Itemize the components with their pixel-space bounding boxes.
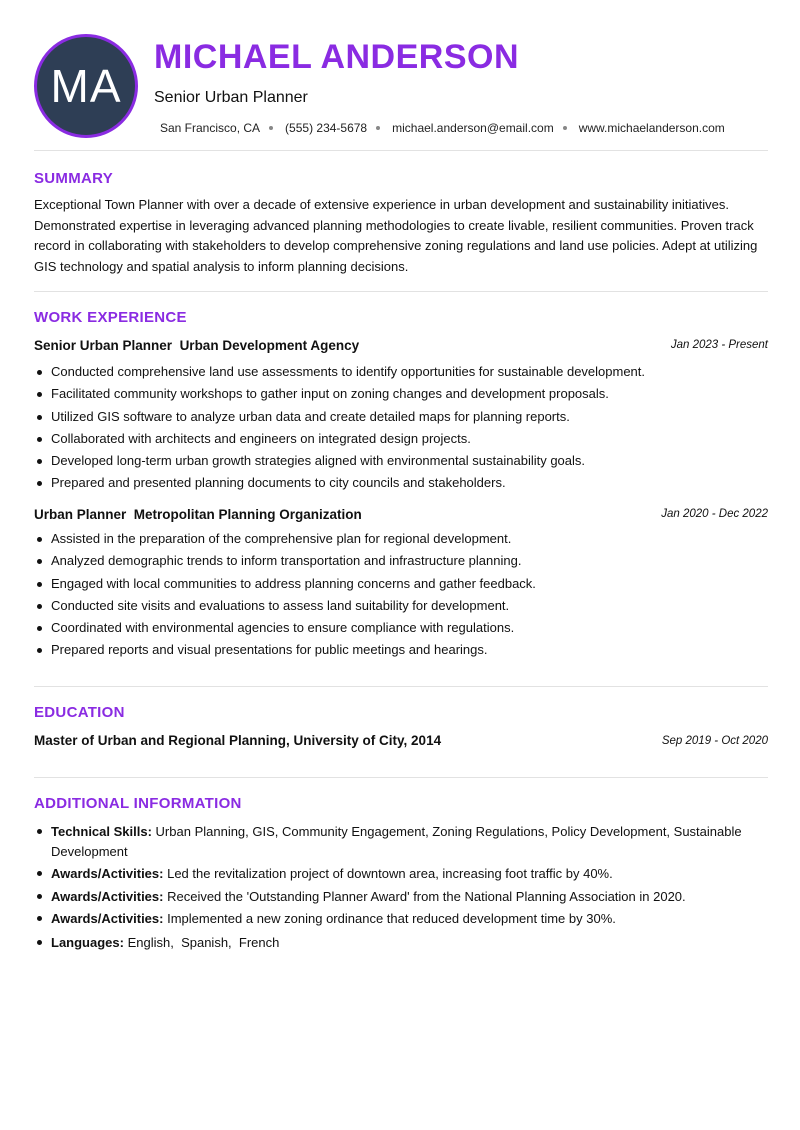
list-item (34, 933, 768, 953)
job-title (34, 338, 359, 353)
job-role: Urban Planner (34, 507, 127, 522)
list-item: Collaborated with architects and engineers on integrated design projects. (34, 428, 768, 450)
divider (34, 777, 768, 778)
candidate-name: MICHAEL ANDERSON (154, 38, 520, 76)
divider (34, 686, 768, 687)
list-item (34, 887, 768, 907)
list-item: Facilitated community workshops to gather input on zoning changes and development proposals. (34, 383, 768, 405)
divider (34, 291, 768, 292)
education-dates: Sep 2019 - Oct 2020 (661, 735, 768, 747)
education-heading: EDUCATION (34, 704, 125, 721)
item-label: Awards/Activities: (51, 888, 164, 904)
list-item (34, 864, 768, 884)
separator-dot (376, 126, 380, 130)
item-text: Received the 'Outstanding Planner Award' from the National Planning Association in 2020. (167, 888, 686, 904)
list-item (34, 909, 768, 929)
resume-header (34, 34, 768, 144)
list-item: Developed long-term urban growth strategies aligned with environmental sustainability goals. (34, 450, 768, 472)
contact-email: michael.anderson@email.com (392, 121, 554, 135)
separator-dot (563, 126, 567, 130)
job-bullets (34, 528, 768, 662)
contact-info (160, 121, 725, 135)
list-item: Conducted site visits and evaluations to assess land suitability for development. (34, 595, 768, 617)
item-label: Awards/Activities: (51, 911, 164, 926)
job-company: Metropolitan Planning Organization (133, 507, 362, 522)
list-item: Utilized GIS software to analyze urban data and create detailed maps for planning reports. (34, 406, 768, 428)
divider (34, 150, 768, 151)
list-item: Prepared and presented planning documents to city councils and stakeholders. (34, 472, 768, 494)
job-header (34, 338, 768, 356)
item-text: Urban Planning, GIS, Community Engagement, Zoning Regulations, Policy Development, Sustainable Development (51, 824, 742, 859)
job-dates: Jan 2020 - Dec 2022 (661, 508, 768, 520)
summary-heading: SUMMARY (34, 170, 114, 187)
list-item: Engaged with local communities to address planning concerns and gather feedback. (34, 573, 768, 595)
job-header (34, 507, 768, 525)
list-item: Prepared reports and visual presentations for public meetings and hearings. (34, 639, 768, 661)
job-title (34, 507, 362, 522)
candidate-title: Senior Urban Planner (154, 89, 308, 106)
separator-dot (269, 126, 273, 130)
additional-heading: ADDITIONAL INFORMATION (34, 795, 242, 812)
list-item: Coordinated with environmental agencies to ensure compliance with regulations. (34, 617, 768, 639)
item-label: Awards/Activities: (51, 866, 164, 881)
job-dates: Jan 2023 - Present (670, 339, 768, 351)
contact-location: San Francisco, CA (160, 121, 261, 135)
experience-heading: WORK EXPERIENCE (34, 309, 187, 326)
job-bullets (34, 361, 768, 495)
list-item (34, 822, 768, 861)
item-text: Led the revitalization project of downtown area, increasing foot traffic by 40%. (167, 866, 613, 881)
contact-website: www.michaelanderson.com (578, 121, 725, 135)
item-label: Languages: (51, 934, 124, 950)
list-item: Assisted in the preparation of the comprehensive plan for regional development. (34, 528, 768, 550)
job-company: Urban Development Agency (179, 338, 360, 353)
item-text: Implemented a new zoning ordinance that reduced development time by 30%. (167, 911, 616, 926)
list-item: Analyzed demographic trends to inform transportation and infrastructure planning. (34, 550, 768, 572)
additional-list (34, 822, 768, 955)
summary-text: Exceptional Town Planner with over a decade of extensive experience in urban development and sustainability initiatives. Demonstrated expertise in leveraging advanced planning methodologies to create livable, resilient communities. Proven track record in collaborating with stakeholders to develop comprehensive zoning regulations and land use policies. Adept at utilizing GIS technology and spatial analysis to inform planning decisions. (34, 197, 758, 274)
avatar-initials: MA (50, 60, 122, 112)
education-degree: Master of Urban and Regional Planning, University of City, 2014 (34, 733, 442, 748)
job-role: Senior Urban Planner (34, 338, 173, 353)
contact-phone: (555) 234-5678 (285, 121, 368, 135)
item-text: English, Spanish, French (127, 934, 280, 950)
list-item: Conducted comprehensive land use assessments to identify opportunities for sustainable development. (34, 361, 768, 383)
item-label: Technical Skills: (51, 824, 152, 839)
avatar (34, 34, 138, 138)
